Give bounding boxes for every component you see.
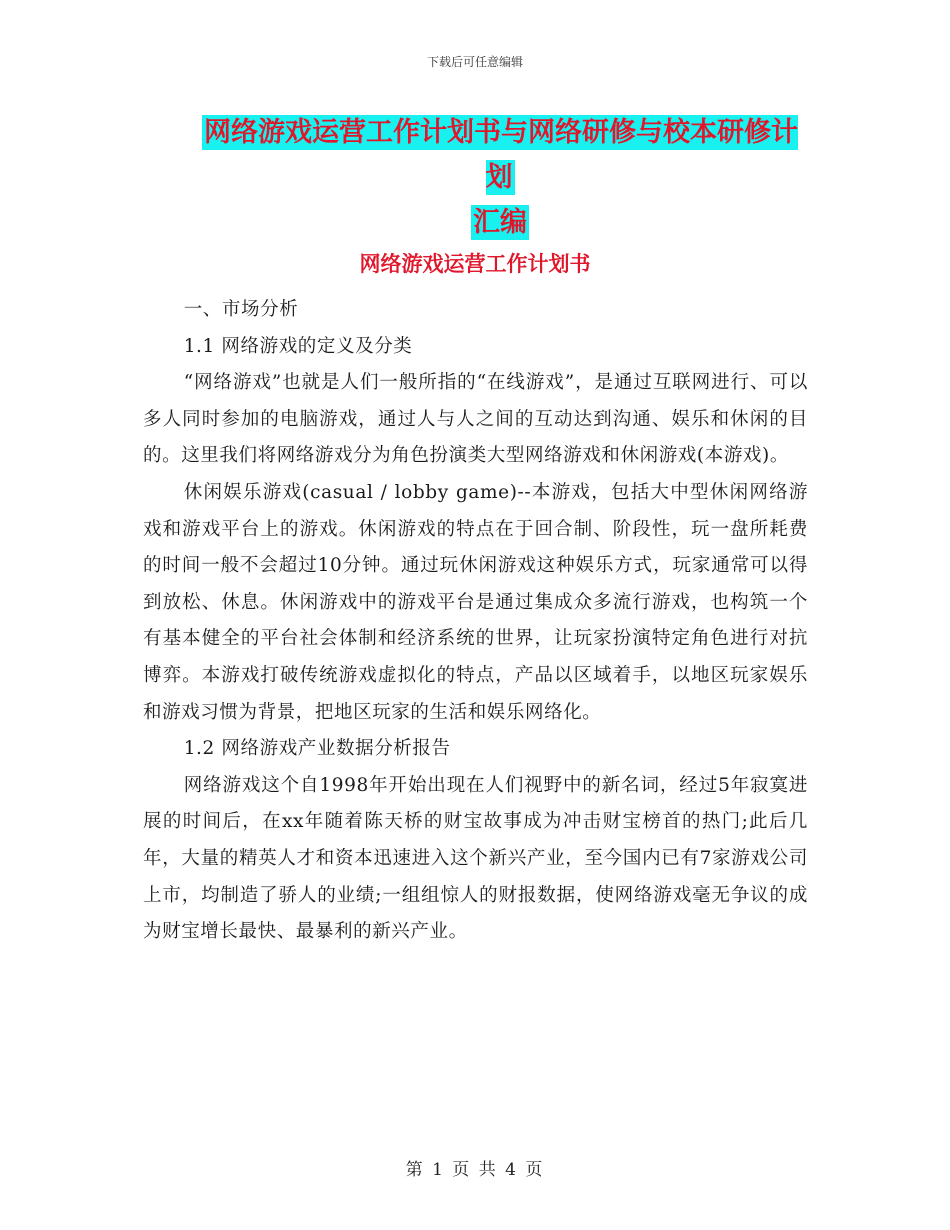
main-title <box>190 110 810 245</box>
document-body <box>143 292 808 951</box>
heading-1-2: 1.2 网络游戏产业数据分析报告 <box>183 738 451 760</box>
paragraph-definition: “网络游戏”也就是人们一般所指的“在线游戏”，是通过互联网进行、可以多人同时参加的电脑游戏，通过人与人之间的互动达到沟通、娱乐和休闲的目的。这里我们将网络游戏分为角色扮演类大型网络游戏和休闲游戏(本游戏)。 <box>143 372 808 467</box>
paragraph-industry-data: 网络游戏这个自1998年开始出现在人们视野中的新名词，经过5年寂寞进展的时间后，在xx年随着陈天桥的财宝故事成为冲击财宝榜首的热门;此后几年，大量的精英人才和资本迅速进入这个新兴产业，至今国内已有7家游戏公司上市，均制造了骄人的业绩;一组组惊人的财报数据，使网络游戏毫无争议的成为财宝增长最快、最暴利的新兴产业。 <box>143 774 808 943</box>
page-header-note: 下载后可任意编辑 <box>426 55 523 69</box>
paragraph-casual-games: 休闲娱乐游戏(casual / lobby game)--本游戏，包括大中型休闲网络游戏和游戏平台上的游戏。休闲游戏的特点在于回合制、阶段性，玩一盘所耗费的时间一般不会超过10分钟。通过玩休闲游戏这种娱乐方式，玩家通常可以得到放松、休息。休闲游戏中的游戏平台是通过集成众多流行游戏，也构筑一个有基本健全的平台社会体制和经济系统的世界，让玩家扮演特定角色进行对抗博弈。本游戏打破传统游戏虚拟化的特点，产品以区域着手，以地区玩家娱乐和游戏习惯为背景，把地区玩家的生活和娱乐网络化。 <box>143 481 808 723</box>
heading-market-analysis: 一、市场分析 <box>183 299 299 320</box>
page-number-footer: 第 1 页 共 4 页 <box>405 1160 545 1180</box>
main-title-line1: 网络游戏运营工作计划书与网络研修与校本研修计划 <box>204 117 798 193</box>
heading-1-1: 1.1 网络游戏的定义及分类 <box>183 335 413 357</box>
main-title-line2: 汇编 <box>473 207 527 238</box>
section-title: 网络游戏运营工作计划书 <box>359 252 591 276</box>
